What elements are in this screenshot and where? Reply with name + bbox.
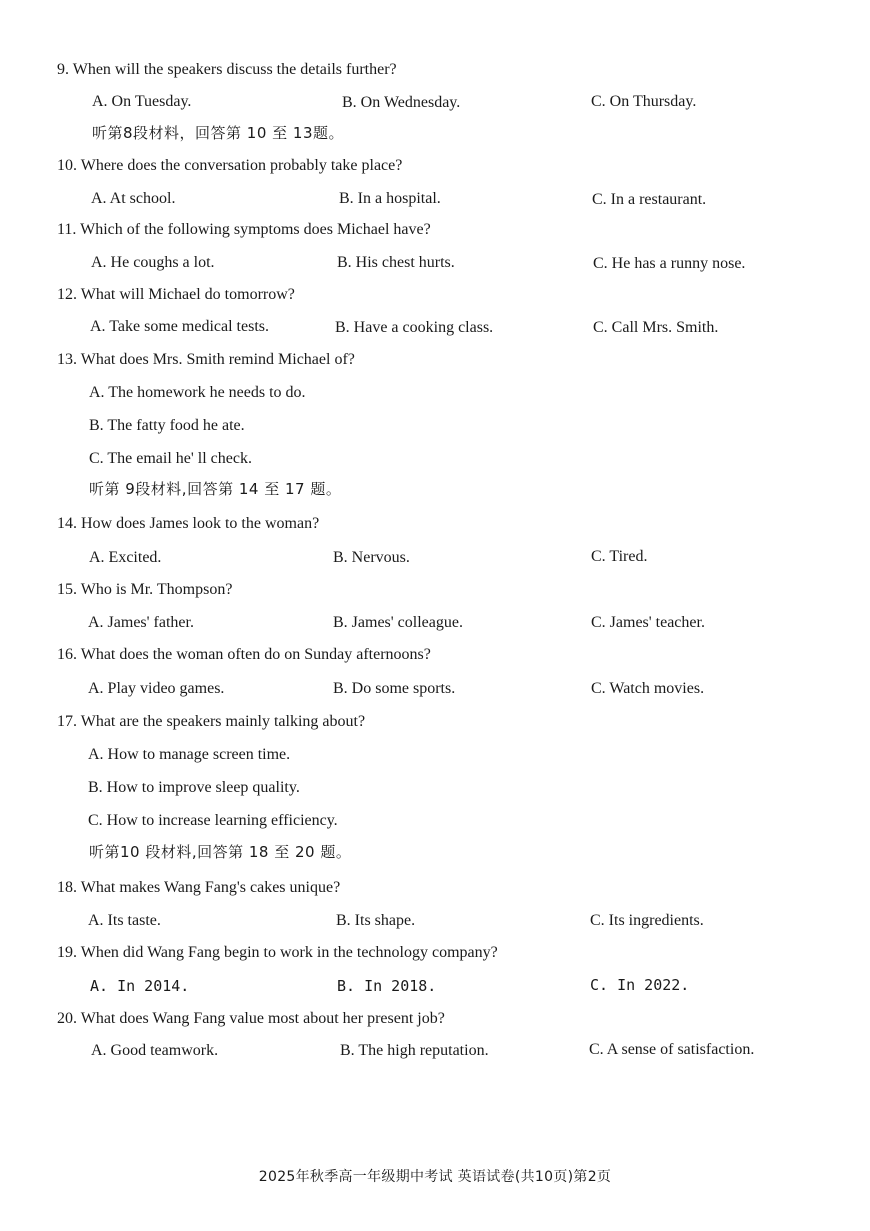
option-18b: B. Its shape. [336,912,416,929]
option-17b: B. How to improve sleep quality. [88,779,300,796]
option-19c: C. In 2022. [590,976,690,994]
option-15b: B. James' colleague. [333,614,463,631]
option-9a: A. On Tuesday. [92,93,192,110]
option-16b: B. Do some sports. [333,680,456,697]
option-11b: B. His chest hurts. [337,254,455,271]
option-12b: B. Have a cooking class. [335,319,494,336]
question-13: 13. What does Mrs. Smith remind Michael of? [57,351,355,368]
option-12c: C. Call Mrs. Smith. [593,319,719,336]
question-14: 14. How does James look to the woman? [57,515,320,532]
section-note-8: 听第8段材料，回答第 10 至 13题。 [92,124,345,142]
option-10c: C. In a restaurant. [592,191,707,208]
question-17: 17. What are the speakers mainly talking about? [57,713,366,730]
option-17c: C. How to increase learning efficiency. [88,812,338,829]
option-20b: B. The high reputation. [340,1042,489,1059]
option-13c: C. The email he' ll check. [89,450,252,467]
question-19: 19. When did Wang Fang begin to work in the technology company? [57,944,498,961]
option-10b: B. In a hospital. [339,190,441,207]
option-10a: A. At school. [91,190,176,207]
option-20a: A. Good teamwork. [91,1042,219,1059]
question-12: 12. What will Michael do tomorrow? [57,286,295,303]
option-18a: A. Its taste. [88,912,161,929]
question-16: 16. What does the woman often do on Sunday afternoons? [57,646,431,663]
option-13a: A. The homework he needs to do. [89,384,306,401]
option-20c: C. A sense of satisfaction. [589,1041,755,1058]
option-15c: C. James' teacher. [591,614,705,631]
option-13b: B. The fatty food he ate. [89,417,245,434]
question-18: 18. What makes Wang Fang's cakes unique? [57,879,341,896]
option-11a: A. He coughs a lot. [91,254,215,271]
option-15a: A. James' father. [88,614,194,631]
option-9b: B. On Wednesday. [342,94,461,111]
option-14c: C. Tired. [591,548,648,565]
option-16c: C. Watch movies. [591,680,705,697]
option-14b: B. Nervous. [333,549,410,566]
option-12a: A. Take some medical tests. [90,318,269,335]
option-19a: A. In 2014. [90,977,190,995]
option-17a: A. How to manage screen time. [88,746,291,763]
question-10: 10. Where does the conversation probably take place? [57,157,403,174]
question-9: 9. When will the speakers discuss the details further? [57,61,397,78]
option-19b: B. In 2018. [337,977,437,995]
question-11: 11. Which of the following symptoms does Michael have? [57,221,431,238]
page-footer: 2025年秋季高一年级期中考试 英语试卷(共10页)第2页 [258,1169,612,1185]
section-note-10: 听第10 段材料,回答第 18 至 20 题。 [89,843,352,861]
option-9c: C. On Thursday. [591,93,697,110]
option-18c: C. Its ingredients. [590,912,704,929]
section-note-9: 听第 9段材料,回答第 14 至 17 题。 [89,480,342,498]
option-11c: C. He has a runny nose. [593,255,746,272]
question-15: 15. Who is Mr. Thompson? [57,581,233,598]
option-14a: A. Excited. [89,549,162,566]
question-20: 20. What does Wang Fang value most about her present job? [57,1010,445,1027]
option-16a: A. Play video games. [88,680,225,697]
